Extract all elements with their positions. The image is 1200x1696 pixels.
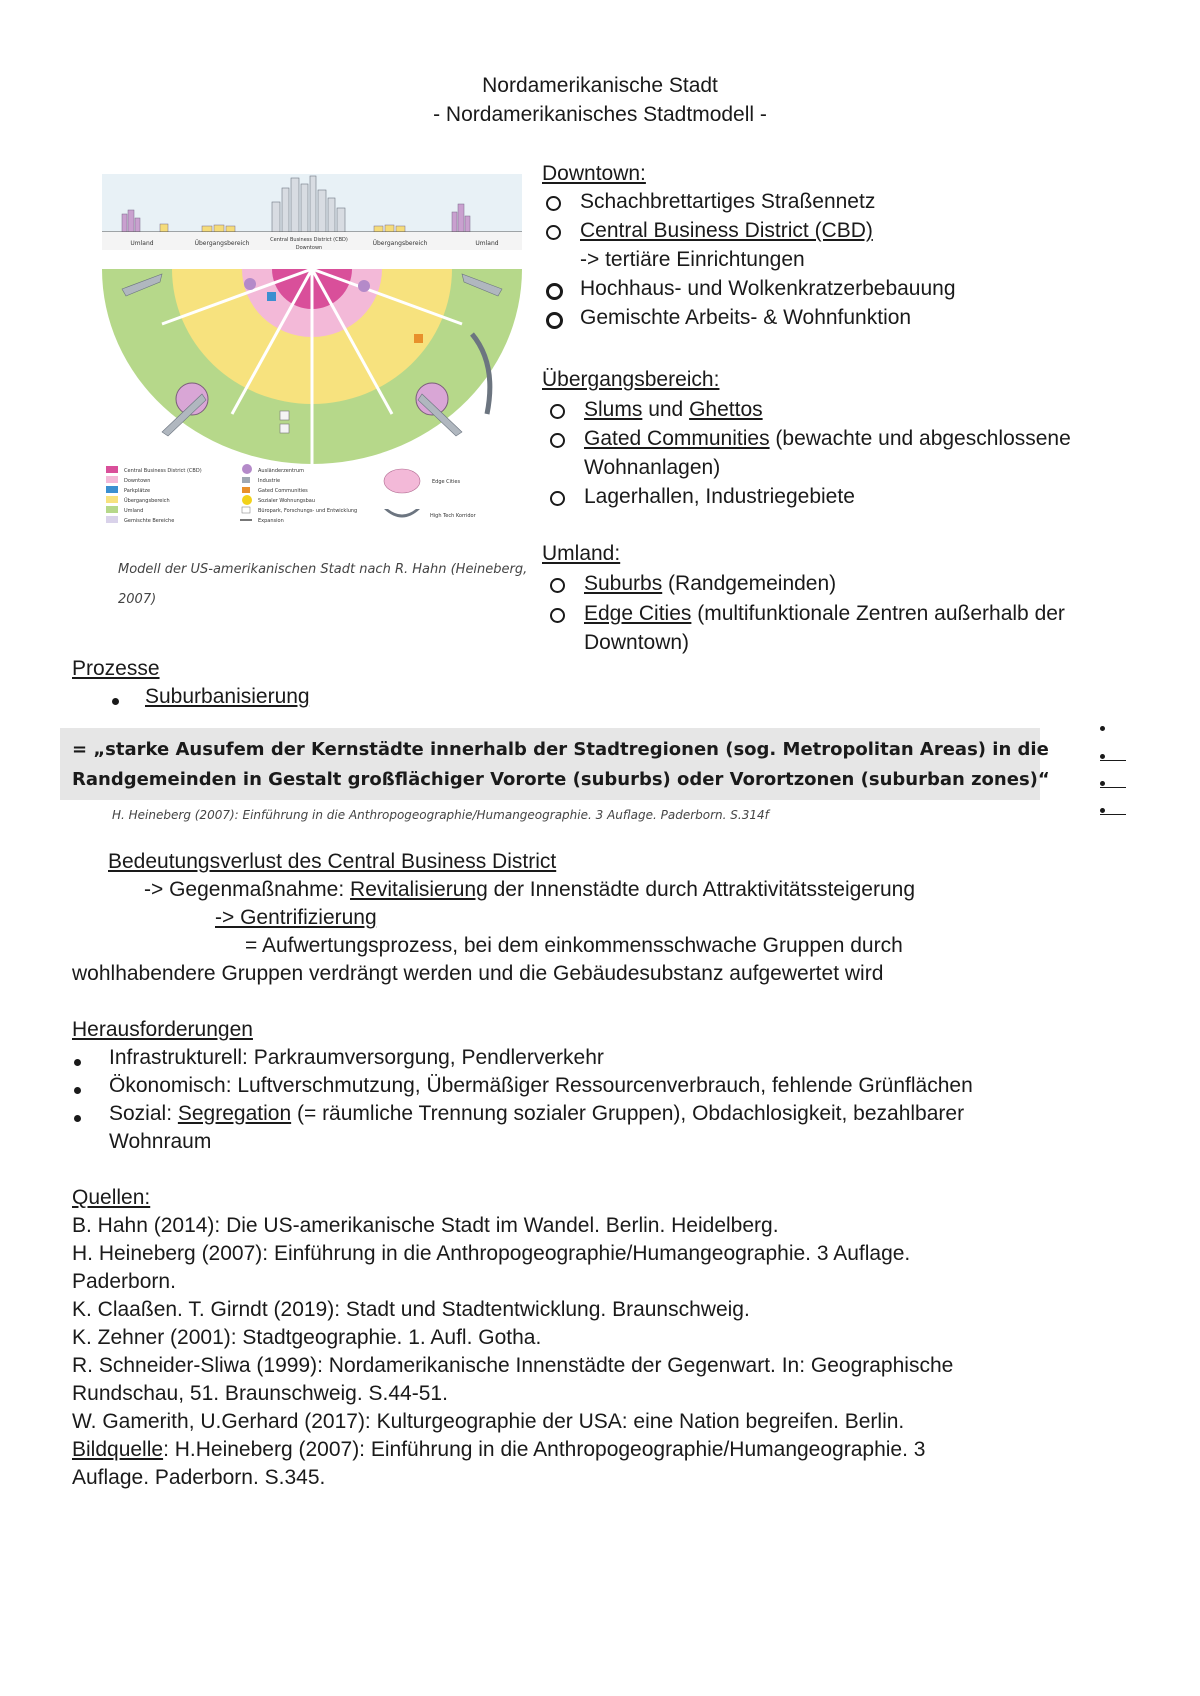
quelle-line: H. Heineberg (2007): Einführung in die Anthropogeographie/Humangeographie. 3 Auflage. xyxy=(72,1242,911,1265)
zone-label-right-umland: Umland xyxy=(475,240,499,247)
herausforderung-infra: Infrastrukturell: Parkraumversorgung, Pendlerverkehr xyxy=(109,1046,604,1069)
gentrifizierung-def-1: = Aufwertungsprozess, bei dem einkommensschwache Gruppen durch xyxy=(245,934,903,957)
bullet-dot xyxy=(74,1109,81,1127)
quelle-line: K. Claaßen. T. Girndt (2019): Stadt und Stadtentwicklung. Braunschweig. xyxy=(72,1298,750,1321)
definition-citation: H. Heineberg (2007): Einführung in die Anthropogeographie/Humangeographie. 3 Auflage. Paderborn. S.314f xyxy=(112,808,769,822)
umland-item-2-cont: Downtown) xyxy=(584,631,690,654)
legend-item-14: High Tech Korridor xyxy=(430,513,476,519)
legend-item-11: Büropark, Forschungs- und Entwicklung xyxy=(258,508,358,514)
bullet-circle xyxy=(550,578,565,598)
uebergang-item-2-cont: Wohnanlagen) xyxy=(584,456,721,479)
ring-model xyxy=(102,264,522,464)
bedeutungsverlust: Bedeutungsverlust des Central Business District xyxy=(108,850,557,873)
bullet-dot xyxy=(112,692,119,710)
zone-label-cbd: Central Business District (CBD) xyxy=(270,237,348,243)
bullet-dot xyxy=(74,1053,81,1071)
legend-item-7: Ausländerzentrum xyxy=(258,468,305,474)
uebergang-item-2: Gated Communities (bewachte und abgeschlossene xyxy=(584,427,1071,450)
figure-caption-line-1: Modell der US-amerikanischen Stadt nach R. Hahn (Heineberg, xyxy=(118,562,528,577)
bullet-circle xyxy=(550,608,565,628)
quelle-line: B. Hahn (2014): Die US-amerikanische Stadt im Wandel. Berlin. Heidelberg. xyxy=(72,1214,779,1237)
stray-bullet xyxy=(1100,746,1126,761)
bullet-circle xyxy=(546,283,563,305)
prozesse-heading: Prozesse xyxy=(72,657,160,680)
bullet-circle xyxy=(550,491,565,511)
downtown-item-4: Hochhaus- und Wolkenkratzerbebauung xyxy=(580,277,956,300)
city-model-figure xyxy=(102,174,522,538)
quellen-heading: Quellen: xyxy=(72,1186,151,1209)
legend-item-8: Industrie xyxy=(258,478,281,484)
gentrifizierung: -> Gentrifizierung xyxy=(215,906,377,929)
bildquelle-line: Bildquelle: H.Heineberg (2007): Einführung in die Anthropogeographie/Humangeographie. 3 xyxy=(72,1438,926,1461)
quelle-line: Paderborn. xyxy=(72,1270,176,1293)
uebergang-item-1: Slums und Ghettos xyxy=(584,398,763,421)
umland-item-2: Edge Cities (multifunktionale Zentren außerhalb der xyxy=(584,602,1065,625)
downtown-item-1: Schachbrettartiges Straßennetz xyxy=(580,190,876,213)
city-model-diagram xyxy=(102,174,522,538)
zone-label-left-uebergang: Übergangsbereich xyxy=(194,240,250,247)
legend-item-3: Parkplätze xyxy=(124,488,151,494)
legend-item-4: Übergangsbereich xyxy=(124,498,170,504)
uebergang-heading: Übergangsbereich: xyxy=(542,368,720,391)
bullet-dot xyxy=(74,1081,81,1099)
bullet-circle xyxy=(546,225,561,245)
downtown-item-3: -> tertiäre Einrichtungen xyxy=(580,248,805,271)
downtown-item-2: Central Business District (CBD) xyxy=(580,219,873,242)
definition-line-2: Randgemeinden in Gestalt großflächiger Vororte (suburbs) oder Vorortzonen (suburban zones)“ xyxy=(72,769,1050,790)
zone-label-downtown: Downtown xyxy=(295,245,323,251)
page-subtitle: - Nordamerikanisches Stadtmodell - xyxy=(433,103,767,126)
bullet-circle xyxy=(546,312,563,334)
figure-caption-line-2: 2007) xyxy=(118,592,157,607)
quelle-line: K. Zehner (2001): Stadtgeographie. 1. Aufl. Gotha. xyxy=(72,1326,542,1349)
legend-item-13: Edge Cities xyxy=(432,479,461,485)
downtown-heading: Downtown: xyxy=(542,162,646,185)
bullet-circle xyxy=(550,404,565,424)
legend-item-5: Umland xyxy=(124,508,144,514)
page-title: Nordamerikanische Stadt xyxy=(482,74,718,97)
herausforderung-sozial-cont: Wohnraum xyxy=(109,1130,212,1153)
quelle-line: Rundschau, 51. Braunschweig. S.44-51. xyxy=(72,1382,448,1405)
legend-item-10: Sozialer Wohnungsbau xyxy=(258,498,315,504)
quelle-line: R. Schneider-Sliwa (1999): Nordamerikanische Innenstädte der Gegenwart. In: Geographische xyxy=(72,1354,954,1377)
herausforderung-oeko: Ökonomisch: Luftverschmutzung, Übermäßiger Ressourcenverbrauch, fehlende Grünflächen xyxy=(109,1074,973,1097)
legend-item-6: Gemischte Bereiche xyxy=(124,518,175,524)
quelle-line: W. Gamerith, U.Gerhard (2017): Kulturgeographie der USA: eine Nation begreifen. Berlin. xyxy=(72,1410,905,1433)
stray-bullet xyxy=(1100,800,1126,815)
umland-heading: Umland: xyxy=(542,542,621,565)
legend-item-12: Expansion xyxy=(258,518,284,524)
herausforderungen-heading: Herausforderungen xyxy=(72,1018,253,1041)
stray-bullet xyxy=(1100,773,1126,788)
umland-item-1: Suburbs (Randgemeinden) xyxy=(584,572,837,595)
bullet-circle xyxy=(546,196,561,216)
legend-item-9: Gated Communities xyxy=(258,488,308,494)
prozesse-item: Suburbanisierung xyxy=(145,685,310,708)
zone-label-left-umland: Umland xyxy=(130,240,154,247)
definition-line-1: = „starke Ausufem der Kernstädte innerhalb der Stadtregionen (sog. Metropolitan Areas) in die xyxy=(72,739,1049,760)
downtown-item-5: Gemischte Arbeits- & Wohnfunktion xyxy=(580,306,912,329)
zone-label-right-uebergang: Übergangsbereich xyxy=(372,240,428,247)
legend-item-2: Downtown xyxy=(124,478,151,484)
gentrifizierung-def-2: wohlhabendere Gruppen verdrängt werden und die Gebäudesubstanz aufgewertet wird xyxy=(72,962,884,985)
legend-item-1: Central Business District (CBD) xyxy=(124,468,202,474)
figure-caption xyxy=(118,555,538,615)
uebergang-item-3: Lagerhallen, Industriegebiete xyxy=(584,485,855,508)
stray-bullet xyxy=(1100,718,1105,736)
bildquelle-line-cont: Auflage. Paderborn. S.345. xyxy=(72,1466,326,1489)
gegenmassnahme: -> Gegenmaßnahme: Revitalisierung der Innenstädte durch Attraktivitätssteigerung xyxy=(144,878,916,901)
herausforderung-sozial: Sozial: Segregation (= räumliche Trennung sozialer Gruppen), Obdachlosigkeit, bezahlbarer xyxy=(109,1102,965,1125)
bullet-circle xyxy=(550,433,565,453)
